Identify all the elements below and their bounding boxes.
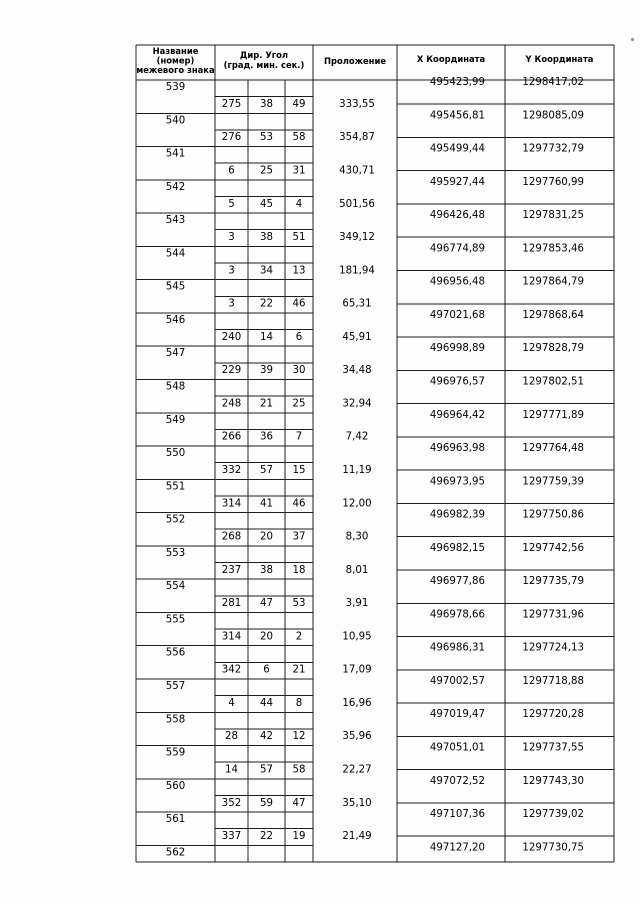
angle-minutes: 22 <box>260 831 273 843</box>
angle-degrees: 14 <box>225 764 238 776</box>
point-name: 561 <box>165 814 186 826</box>
y-coordinate: 1297759,39 <box>522 476 584 488</box>
angle-minutes: 47 <box>260 598 273 610</box>
angle-degrees: 352 <box>221 797 242 809</box>
point-name: 557 <box>165 680 186 692</box>
point-name: 558 <box>165 714 186 726</box>
point-name: 541 <box>165 148 186 160</box>
angle-minutes: 39 <box>260 365 273 377</box>
angle-seconds: 47 <box>292 797 306 809</box>
angle-degrees: 4 <box>228 697 235 709</box>
point-name: 555 <box>165 614 186 626</box>
point-name: 549 <box>165 414 186 426</box>
distance-value: 333,55 <box>339 98 375 110</box>
x-coordinate: 496963,98 <box>429 443 485 455</box>
angle-minutes: 14 <box>260 331 273 343</box>
y-coordinate: 1297831,25 <box>522 210 584 222</box>
x-coordinate: 496986,31 <box>429 642 485 654</box>
angle-minutes: 6 <box>263 664 270 676</box>
y-coordinate: 1297735,79 <box>522 576 584 588</box>
angle-seconds: 4 <box>295 198 303 210</box>
angle-degrees: 3 <box>228 298 235 310</box>
x-coordinate: 496976,57 <box>429 376 485 388</box>
angle-minutes: 42 <box>260 731 273 743</box>
angle-minutes: 41 <box>260 498 273 510</box>
angle-seconds: 51 <box>292 232 306 244</box>
angle-degrees: 337 <box>221 831 242 843</box>
y-coordinate: 1297730,75 <box>522 842 584 854</box>
angle-seconds: 19 <box>292 831 306 843</box>
angle-seconds: 53 <box>292 598 306 610</box>
x-coordinate: 495423,99 <box>429 76 485 88</box>
point-name: 540 <box>165 115 186 127</box>
distance-value: 45,91 <box>342 331 372 343</box>
angle-degrees: 314 <box>221 498 242 510</box>
header-direction-angle: Дир. Угол <box>239 50 289 60</box>
distance-value: 65,31 <box>342 298 372 310</box>
y-coordinate: 1297724,13 <box>522 642 584 654</box>
y-coordinate: 1297742,56 <box>522 542 584 554</box>
angle-seconds: 58 <box>292 132 306 144</box>
point-name: 552 <box>165 514 186 526</box>
point-name: 542 <box>165 181 186 193</box>
y-coordinate: 1297764,48 <box>522 443 584 455</box>
angle-minutes: 22 <box>260 298 273 310</box>
angle-seconds: 31 <box>292 165 306 177</box>
distance-value: 21,49 <box>342 831 372 843</box>
y-coordinate: 1297720,28 <box>522 709 584 721</box>
y-coordinate: 1297868,64 <box>522 309 584 321</box>
angle-degrees: 5 <box>228 198 235 210</box>
point-name: 545 <box>165 281 186 293</box>
x-coordinate: 497021,68 <box>429 309 485 321</box>
distance-value: 349,12 <box>339 232 375 244</box>
point-name: 559 <box>165 747 186 759</box>
x-coordinate: 497072,52 <box>429 775 485 787</box>
distance-value: 10,95 <box>342 631 372 643</box>
x-coordinate: 496964,42 <box>429 409 485 421</box>
angle-degrees: 3 <box>228 265 235 277</box>
y-coordinate: 1297802,51 <box>522 376 584 388</box>
distance-value: 3,91 <box>345 598 369 610</box>
y-coordinate: 1297739,02 <box>522 809 584 821</box>
angle-degrees: 281 <box>221 598 242 610</box>
angle-seconds: 2 <box>295 631 303 643</box>
angle-degrees: 229 <box>221 365 242 377</box>
y-coordinate: 1297853,46 <box>522 243 584 255</box>
header-y-coordinate: Y Координата <box>525 54 594 64</box>
x-coordinate: 495456,81 <box>429 110 485 122</box>
x-coordinate: 497002,57 <box>429 675 485 687</box>
header-direction-angle: (град. мин. сек.) <box>223 60 305 70</box>
angle-degrees: 332 <box>221 464 242 476</box>
x-coordinate: 496774,89 <box>429 243 485 255</box>
distance-value: 430,71 <box>339 165 375 177</box>
header-name: межевого знака <box>136 65 215 75</box>
point-name: 554 <box>165 581 186 593</box>
distance-value: 12,00 <box>342 498 372 510</box>
angle-degrees: 276 <box>221 132 242 144</box>
point-name: 544 <box>165 248 186 260</box>
angle-degrees: 266 <box>221 431 242 443</box>
angle-minutes: 57 <box>260 464 273 476</box>
point-name: 553 <box>165 547 186 559</box>
distance-value: 8,01 <box>345 564 369 576</box>
angle-degrees: 6 <box>228 165 235 177</box>
angle-seconds: 21 <box>292 664 306 676</box>
angle-seconds: 46 <box>292 298 306 310</box>
point-name: 562 <box>165 847 186 859</box>
angle-minutes: 20 <box>260 531 273 543</box>
distance-value: 22,27 <box>342 764 372 776</box>
distance-value: 34,48 <box>342 365 372 377</box>
angle-seconds: 8 <box>295 697 303 709</box>
point-name: 556 <box>165 647 186 659</box>
point-name: 551 <box>165 481 186 493</box>
angle-seconds: 6 <box>295 331 303 343</box>
y-coordinate: 1298085,09 <box>522 110 584 122</box>
angle-degrees: 240 <box>221 331 242 343</box>
header-name: Название <box>152 46 199 56</box>
angle-seconds: 15 <box>292 464 306 476</box>
y-coordinate: 1297737,55 <box>522 742 584 754</box>
distance-value: 35,96 <box>342 731 372 743</box>
angle-minutes: 38 <box>260 232 273 244</box>
angle-seconds: 30 <box>292 365 306 377</box>
angle-seconds: 18 <box>292 564 306 576</box>
distance-value: 32,94 <box>342 398 372 410</box>
x-coordinate: 496977,86 <box>429 576 485 588</box>
distance-value: 7,42 <box>345 431 369 443</box>
angle-minutes: 59 <box>260 797 273 809</box>
angle-seconds: 12 <box>292 731 306 743</box>
angle-minutes: 25 <box>260 165 273 177</box>
point-name: 539 <box>165 82 186 93</box>
angle-minutes: 44 <box>260 697 273 709</box>
distance-value: 501,56 <box>339 198 375 210</box>
angle-degrees: 314 <box>221 631 242 643</box>
distance-value: 35,10 <box>342 797 372 809</box>
angle-degrees: 342 <box>221 664 242 676</box>
point-name: 547 <box>165 348 186 360</box>
distance-value: 181,94 <box>339 265 375 277</box>
distance-value: 11,19 <box>342 464 372 476</box>
x-coordinate: 496956,48 <box>429 276 485 288</box>
y-coordinate: 1297743,30 <box>522 775 584 787</box>
point-name: 550 <box>165 448 186 460</box>
angle-seconds: 46 <box>292 498 306 510</box>
angle-minutes: 38 <box>260 564 273 576</box>
scan-speck <box>631 38 634 41</box>
x-coordinate: 496978,66 <box>429 609 485 621</box>
x-coordinate: 496982,39 <box>429 509 485 521</box>
angle-seconds: 58 <box>292 764 306 776</box>
y-coordinate: 1298417,02 <box>522 76 584 88</box>
angle-degrees: 248 <box>221 398 242 410</box>
header-distance: Проложение <box>324 56 386 66</box>
y-coordinate: 1297864,79 <box>522 276 584 288</box>
distance-value: 8,30 <box>345 531 369 543</box>
angle-degrees: 237 <box>221 564 242 576</box>
y-coordinate: 1297718,88 <box>522 675 584 687</box>
angle-degrees: 268 <box>221 531 242 543</box>
angle-minutes: 53 <box>260 132 273 144</box>
angle-minutes: 20 <box>260 631 273 643</box>
point-name: 546 <box>165 314 186 326</box>
angle-seconds: 13 <box>292 265 306 277</box>
x-coordinate: 497127,20 <box>429 842 485 854</box>
y-coordinate: 1297760,99 <box>522 176 584 188</box>
header-x-coordinate: X Координата <box>416 54 486 64</box>
x-coordinate: 496973,95 <box>429 476 485 488</box>
point-name: 548 <box>165 381 186 393</box>
x-coordinate: 497051,01 <box>429 742 485 754</box>
angle-degrees: 275 <box>221 98 242 110</box>
y-coordinate: 1297731,96 <box>522 609 584 621</box>
angle-minutes: 38 <box>260 98 273 110</box>
point-name: 543 <box>165 215 186 227</box>
distance-value: 354,87 <box>339 132 375 144</box>
angle-minutes: 34 <box>260 265 273 277</box>
angle-degrees: 3 <box>228 232 235 244</box>
angle-seconds: 49 <box>292 98 306 110</box>
y-coordinate: 1297771,89 <box>522 409 584 421</box>
angle-degrees: 28 <box>225 731 238 743</box>
x-coordinate: 497019,47 <box>429 709 485 721</box>
x-coordinate: 495927,44 <box>429 176 485 188</box>
distance-value: 16,96 <box>342 697 372 709</box>
header-name: (номер) <box>156 55 195 66</box>
angle-seconds: 7 <box>295 431 303 443</box>
x-coordinate: 497107,36 <box>429 809 485 821</box>
angle-seconds: 25 <box>292 398 306 410</box>
y-coordinate: 1297828,79 <box>522 343 584 355</box>
point-name: 560 <box>165 780 186 792</box>
y-coordinate: 1297750,86 <box>522 509 584 521</box>
angle-seconds: 37 <box>292 531 306 543</box>
distance-value: 17,09 <box>342 664 372 676</box>
angle-minutes: 21 <box>260 398 273 410</box>
angle-minutes: 57 <box>260 764 273 776</box>
y-coordinate: 1297732,79 <box>522 143 584 155</box>
x-coordinate: 495499,44 <box>429 143 485 155</box>
x-coordinate: 496982,15 <box>429 542 485 554</box>
x-coordinate: 496426,48 <box>429 210 485 222</box>
x-coordinate: 496998,89 <box>429 343 485 355</box>
angle-minutes: 36 <box>260 431 273 443</box>
angle-minutes: 45 <box>260 198 273 210</box>
